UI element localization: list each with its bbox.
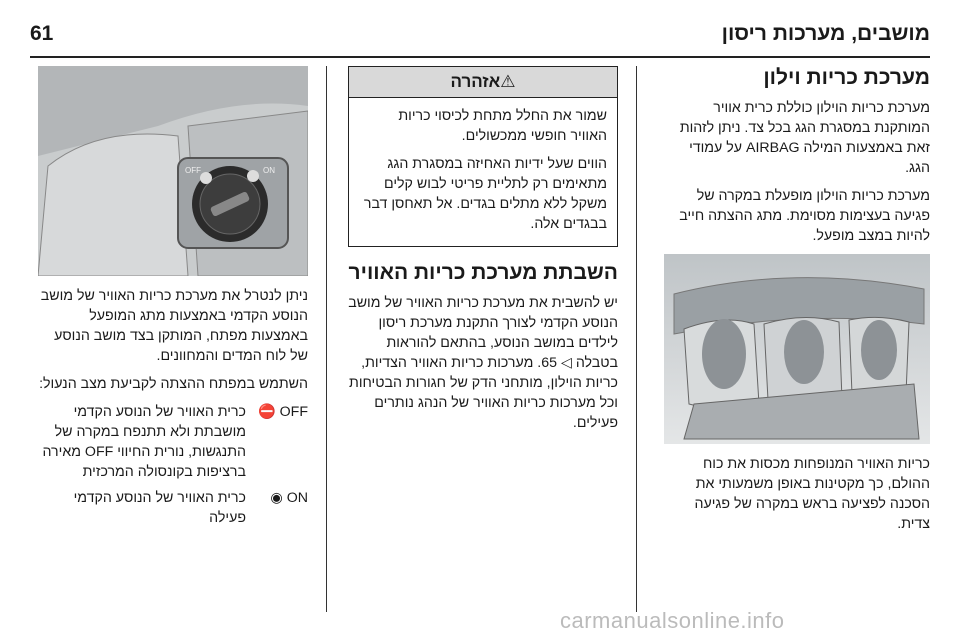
paragraph: ניתן לנטרל את מערכת כריות האוויר של מושב הנוסע הקדמי באמצעות מתג המופעל באמצעות מפתח, המותקן בצד מושב הנוסע של לוח המדים והמחוונים.	[40, 288, 308, 364]
paragraph: השתמש במפתח ההצתה לקביעת מצב הנעול:	[39, 376, 308, 392]
warning-text: הווים שעל ידיות האחיזה במסגרת הגג מתאימים רק לתליית פריטי לבוש קלים משקל ללא מתלים בגדים. אל תאחסן דבר בבגדים אלה.	[363, 156, 607, 232]
warning-title: אזהרה	[450, 72, 501, 91]
option-key: ⛔ OFF	[258, 404, 308, 420]
watermark: carmanualsonline.info	[560, 608, 785, 633]
option-on	[38, 488, 308, 528]
section-heading: השבתת מערכת כריות האוויר	[348, 261, 618, 284]
paragraph: מערכת כריות הוילון מופעלת במקרה של פגיעה בעצימות מסוימת. מתג ההצתה חייב להיות במצב מופעל.	[679, 188, 930, 244]
column-divider	[326, 66, 327, 612]
option-description: כרית האוויר של הנוסע הקדמי מושבתת ולא תתנפח במקרה של התנגשות, נורית החיווי OFF מאירה ברציפות בקונסולה המרכזית	[42, 404, 246, 480]
option-off	[38, 402, 308, 482]
curtain-airbag-illustration	[664, 254, 930, 444]
option-key: ◉ ON	[270, 490, 308, 506]
warning-text: שמור את החלל מתחת לכיסוי כריות האוויר חופשי ממכשולים.	[398, 108, 607, 144]
warning-header	[349, 67, 617, 98]
switch-label-off: OFF	[185, 166, 201, 175]
page-header	[30, 18, 930, 58]
column-right	[664, 66, 930, 612]
page-number: 61	[30, 22, 54, 45]
column-divider	[636, 66, 637, 612]
running-title: מושבים, מערכות ריסון	[721, 22, 930, 45]
column-left	[38, 66, 308, 612]
paragraph: מערכת כריות הוילון כוללת כרית אוויר המותקנת במסגרת הגג בכל צד. ניתן לזהות זאת באמצעות המילה AIRBAG על עמודי הגג.	[679, 100, 930, 176]
warning-box	[348, 66, 618, 247]
airbag-switch-illustration	[38, 66, 308, 276]
column-middle	[348, 66, 618, 612]
airbag-off-icon: ⛔	[258, 404, 276, 420]
warning-triangle-icon: ⚠	[500, 72, 516, 91]
illustration-caption: כריות האוויר המנופחות מכסות את כוח ההולם, כך מקטינות באופן משמעותי את הסכנה לפציעה בראש במקרה של פגיעה צדית.	[694, 456, 930, 532]
section-heading: מערכת כריות וילון	[763, 66, 930, 89]
option-description: כרית האוויר של הנוסע הקדמי פעילה	[73, 490, 246, 526]
paragraph: יש להשבית את מערכת כריות האוויר של מושב הנוסע הקדמי לצורך התקנת מערכת ריסון לילדים במושב הנוסע, בהתאם להוראות בטבלה ◁ 65. מערכות כריות האוויר הצדיות, כריות הוילון, מותחני הדק של חגורות הבטיחות וכל מערכות כריות האוויר של הנהג נותרים פעילים.	[348, 295, 618, 431]
airbag-on-icon: ◉	[270, 490, 283, 506]
switch-label-on: ON	[263, 166, 275, 175]
